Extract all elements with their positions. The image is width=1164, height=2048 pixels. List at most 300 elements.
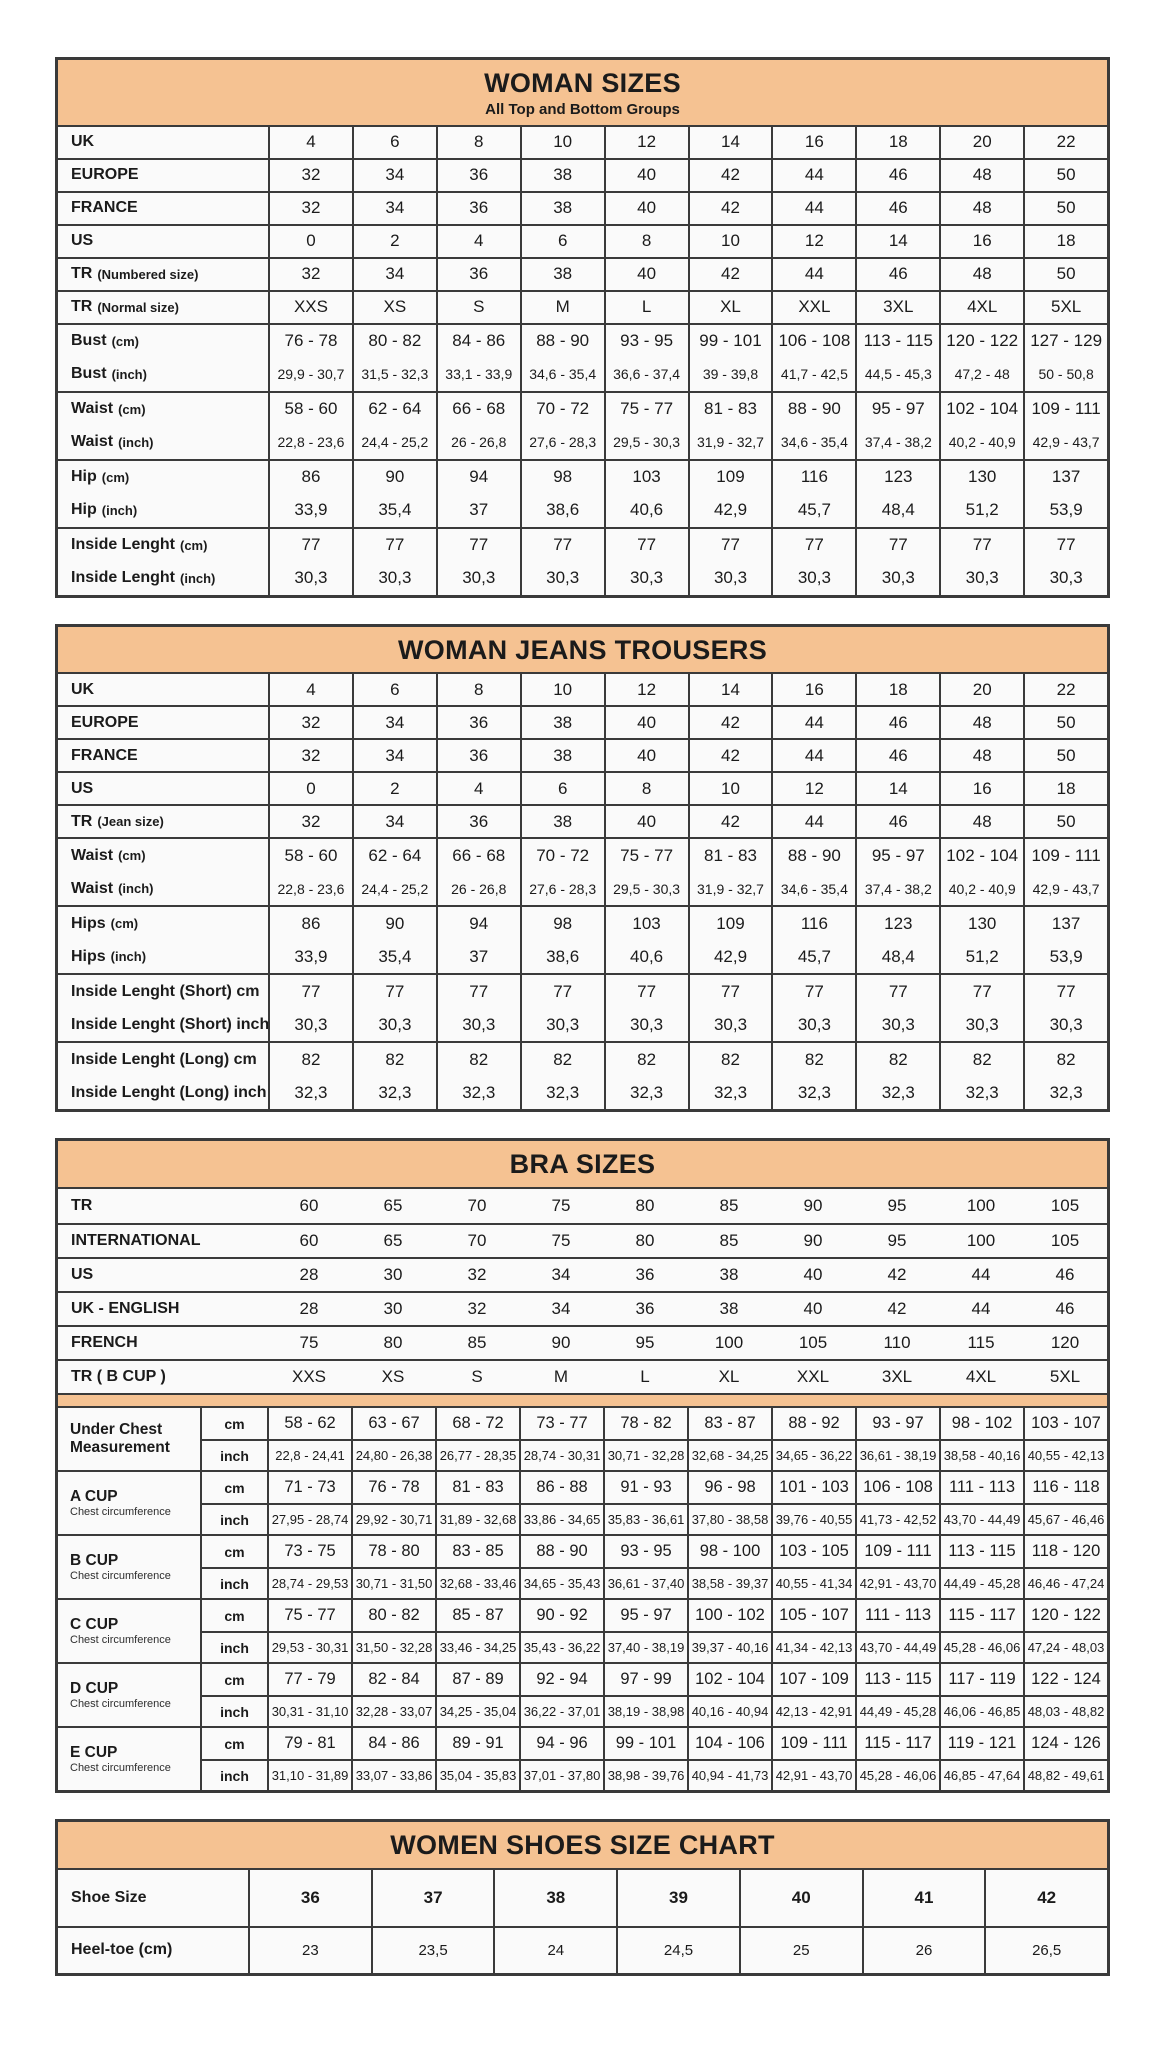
cup-rows (200, 1536, 1107, 1598)
table-row (58, 940, 1107, 973)
row-label-text: US (71, 1266, 94, 1284)
cell-value: 27,95 - 28,74 (267, 1505, 351, 1534)
cell-value: 75 (299, 1333, 319, 1353)
cup-sublabel-text: Chest circumference (70, 1698, 171, 1711)
row-label (58, 1361, 267, 1393)
cell-value: 53,9 (1023, 494, 1107, 527)
table-row (58, 358, 1107, 391)
row-label-text: Shoe Size (71, 1888, 147, 1906)
cell-value: 23,5 (371, 1928, 494, 1973)
cell-value: 36 (436, 259, 520, 290)
row-label-text: TR (71, 1197, 93, 1215)
cell-value: 12 (771, 773, 855, 804)
cell-value: 46 (1055, 1265, 1075, 1285)
row-label (58, 1870, 248, 1926)
row-label-note: (cm) (118, 401, 146, 417)
cell-value: 12 (771, 226, 855, 257)
cell-value: 77 (855, 529, 939, 562)
cell-value: 40 (803, 1265, 823, 1285)
row-label-text: EUROPE (71, 713, 139, 731)
row-label (58, 773, 268, 804)
table-row (58, 1928, 1107, 1973)
cell-value: 10 (520, 674, 604, 705)
row-label-text: Inside Lenght (Long) cm (71, 1050, 257, 1068)
cell-value: 28 (299, 1299, 319, 1319)
row-group (58, 837, 1107, 905)
cell-value: 84 - 86 (436, 325, 520, 358)
cell-value: 38 (520, 806, 604, 837)
row-group (58, 257, 1107, 290)
cup-label-text: Under Chest Measurement (70, 1421, 170, 1457)
cell-value: 14 (855, 226, 939, 257)
cell-value: 105 (1050, 1196, 1080, 1216)
cell-value: 46 (855, 193, 939, 224)
row-label (58, 292, 268, 323)
cell-value: 75 - 77 (604, 839, 688, 872)
row-label-note: (inch) (118, 881, 154, 897)
cell-value: 30,3 (436, 562, 520, 595)
cell-value: 20 (939, 127, 1023, 158)
row-label-text: UK - ENGLISH (71, 1300, 180, 1318)
cell-value: 32 (268, 740, 352, 771)
row-label-note: (cm) (180, 537, 208, 553)
cell-value: 95 - 97 (855, 393, 939, 426)
cell-value: 32,68 - 33,46 (435, 1569, 519, 1598)
cell-value: 14 (855, 773, 939, 804)
cell-value: 77 (520, 529, 604, 562)
cell-value: 77 (939, 975, 1023, 1008)
cell-value: 99 - 101 (688, 325, 772, 358)
table-row (58, 839, 1107, 872)
row-label-text: Waist (71, 400, 114, 418)
cup-label-text: A CUP (70, 1487, 118, 1505)
row-group (58, 1041, 1107, 1109)
cell-value: 30,3 (1023, 562, 1107, 595)
row-label-text: UK (71, 680, 95, 698)
table-row (58, 674, 1107, 705)
cell-value: 36 (436, 740, 520, 771)
row-label-note: (cm) (101, 469, 130, 485)
cell-value: 24,4 - 25,2 (352, 872, 436, 905)
unit-label: inch (200, 1697, 267, 1726)
cell-value: 36,61 - 37,40 (603, 1569, 687, 1598)
cell-value: 32,3 (939, 1076, 1023, 1109)
cell-value: 33,9 (268, 494, 352, 527)
cell-value: 34,6 - 35,4 (771, 872, 855, 905)
cup-label-text: C CUP (70, 1615, 119, 1633)
cell-value: 35,4 (352, 940, 436, 973)
cell-value: 24,5 (616, 1928, 739, 1973)
cell-value: 46 (855, 707, 939, 738)
cell-value: 98 (520, 907, 604, 940)
bra-sizes-header (58, 1141, 1107, 1189)
cell-value: 84 - 86 (351, 1728, 435, 1759)
cell-value: 32 (268, 193, 352, 224)
cell-value: 116 (771, 461, 855, 494)
cell-value: 66 - 68 (436, 839, 520, 872)
cell-value: 40,2 - 40,9 (939, 426, 1023, 459)
row-label (58, 1008, 268, 1041)
cell-value: 42 (688, 740, 772, 771)
cell-value: 48 (939, 707, 1023, 738)
cell-value: 43,70 - 44,49 (855, 1633, 939, 1662)
cup-label-text: D CUP (70, 1679, 119, 1697)
row-label (58, 975, 268, 1008)
cell-value: 39,76 - 40,55 (771, 1505, 855, 1534)
cell-value: 48,4 (855, 940, 939, 973)
cell-value: 38 (520, 259, 604, 290)
row-label (58, 529, 268, 562)
unit-label: cm (200, 1472, 267, 1503)
cell-value: 44 (771, 160, 855, 191)
cell-value: 48 (939, 740, 1023, 771)
cup-label-text: B CUP (70, 1551, 119, 1569)
cell-value: 95 - 97 (603, 1600, 687, 1631)
cell-value: 30,3 (1023, 1008, 1107, 1041)
cell-value: 35,04 - 35,83 (435, 1761, 519, 1790)
cell-value: 30,3 (268, 562, 352, 595)
cell-value: 44,49 - 45,28 (855, 1697, 939, 1726)
table-row (200, 1439, 1107, 1470)
cell-value: 37,01 - 37,80 (519, 1761, 603, 1790)
cell-value: 37,80 - 38,58 (687, 1505, 771, 1534)
cell-value: 36 (635, 1299, 655, 1319)
cell-value: 30 (383, 1299, 403, 1319)
cell-value: 124 - 126 (1023, 1728, 1107, 1759)
unit-label: cm (200, 1536, 267, 1567)
row-label (58, 562, 268, 595)
row-group (58, 771, 1107, 804)
cell-value: 32,3 (436, 1076, 520, 1109)
cell-value: 115 - 117 (855, 1728, 939, 1759)
woman-sizes-header (58, 60, 1107, 127)
cell-value: 46,06 - 46,85 (939, 1697, 1023, 1726)
cell-value: 33,9 (268, 940, 352, 973)
cell-value: 118 - 120 (1023, 1536, 1107, 1567)
row-label (58, 1327, 267, 1359)
cell-value: 81 - 83 (435, 1472, 519, 1503)
cell-value: 50 (1023, 707, 1107, 738)
cell-value: 85 (719, 1231, 739, 1251)
cup-sublabel-text: Chest circumference (70, 1506, 171, 1519)
cell-value: 89 - 91 (435, 1728, 519, 1759)
cell-value: 12 (604, 127, 688, 158)
cell-value: 32,28 - 33,07 (351, 1697, 435, 1726)
cell-value: 39 (616, 1870, 739, 1926)
row-group (58, 323, 1107, 391)
cup-rows (200, 1408, 1107, 1470)
cell-value: 8 (436, 674, 520, 705)
table-row (200, 1600, 1107, 1631)
cell-value: 123 (855, 907, 939, 940)
cell-value: 71 - 73 (267, 1472, 351, 1503)
table-body (58, 674, 1107, 1109)
cell-value: 31,89 - 32,68 (435, 1505, 519, 1534)
row-label-text: Hip (71, 468, 97, 486)
table-row (58, 1325, 1107, 1359)
cell-value: 77 (604, 975, 688, 1008)
row-group (58, 391, 1107, 459)
cell-value: 109 (688, 461, 772, 494)
cell-value: 38,6 (520, 940, 604, 973)
cell-value: 42 (688, 160, 772, 191)
cell-value: 60 (299, 1231, 319, 1251)
cell-value: 45,7 (771, 494, 855, 527)
cell-value: 44 (771, 707, 855, 738)
cell-value: 30,3 (604, 1008, 688, 1041)
cell-value: 45,7 (771, 940, 855, 973)
cell-value: 77 (268, 529, 352, 562)
row-label (58, 1225, 267, 1257)
cell-value: 68 - 72 (435, 1408, 519, 1439)
row-label (58, 740, 268, 771)
row-label-note: (Numbered size) (97, 266, 199, 282)
cell-value: 110 (883, 1333, 911, 1353)
cell-value: 40,2 - 40,9 (939, 872, 1023, 905)
table-row (200, 1664, 1107, 1695)
row-label (58, 127, 268, 158)
cell-value: 77 (436, 529, 520, 562)
cell-value: 111 - 113 (855, 1600, 939, 1631)
cell-value: XXL (796, 1367, 830, 1387)
cell-value: 53,9 (1023, 940, 1107, 973)
table-row (58, 1870, 1107, 1926)
cell-value: 42,91 - 43,70 (855, 1569, 939, 1598)
cell-value: 32 (467, 1299, 487, 1319)
cell-value: 40,94 - 41,73 (687, 1761, 771, 1790)
cell-value: 119 - 121 (939, 1728, 1023, 1759)
cell-value: 2 (352, 226, 436, 257)
row-label (58, 674, 268, 705)
unit-label: inch (200, 1633, 267, 1662)
table-row (58, 907, 1107, 940)
cell-value: 37,4 - 38,2 (855, 426, 939, 459)
cell-value: 86 - 88 (519, 1472, 603, 1503)
cell-value: 10 (688, 226, 772, 257)
cell-value: 82 (771, 1043, 855, 1076)
cup-rows (200, 1728, 1107, 1790)
table-subtitle: All Top and Bottom Groups (485, 100, 680, 118)
table-title: BRA SIZES (509, 1149, 656, 1180)
cell-value: 38,6 (520, 494, 604, 527)
cell-value: 82 (268, 1043, 352, 1076)
table-row (58, 1359, 1107, 1393)
cell-value: 32,3 (352, 1076, 436, 1109)
cell-value: 80 - 82 (352, 325, 436, 358)
cell-value: 82 - 84 (351, 1664, 435, 1695)
cell-value: 4XL (939, 292, 1023, 323)
row-label-note: (inch) (110, 949, 147, 965)
cell-value: 120 - 122 (939, 325, 1023, 358)
cell-value: 34 (352, 259, 436, 290)
cell-value: 4 (268, 674, 352, 705)
cell-value: 102 - 104 (687, 1664, 771, 1695)
cell-value: 18 (1023, 773, 1107, 804)
cell-value: 50 (1023, 740, 1107, 771)
table-body (58, 1870, 1107, 1973)
cell-value: 81 - 83 (688, 393, 772, 426)
cell-value: 83 - 87 (687, 1408, 771, 1439)
unit-label: inch (200, 1569, 267, 1598)
row-group (58, 738, 1107, 771)
cell-value: 82 (855, 1043, 939, 1076)
cell-value: 26,77 - 28,35 (435, 1441, 519, 1470)
cell-value: 22 (1023, 674, 1107, 705)
cell-value: 38 (520, 193, 604, 224)
cell-value: 32 (467, 1265, 487, 1285)
row-label (58, 494, 268, 527)
row-label-text: FRENCH (71, 1334, 138, 1352)
table-row (58, 1189, 1107, 1223)
row-label (58, 1189, 267, 1223)
table-row (200, 1536, 1107, 1567)
cell-value: 94 (436, 907, 520, 940)
cell-value: 31,5 - 32,3 (352, 358, 436, 391)
cell-value: 33,86 - 34,65 (519, 1505, 603, 1534)
cell-value: 88 - 90 (771, 393, 855, 426)
row-label-text: US (71, 232, 94, 250)
cell-value: 82 (436, 1043, 520, 1076)
cell-value: 27,6 - 28,3 (520, 872, 604, 905)
cell-value: 35,4 (352, 494, 436, 527)
row-label (58, 160, 268, 191)
cell-value: 95 (635, 1333, 655, 1353)
cell-value: 63 - 67 (351, 1408, 435, 1439)
table-row (58, 127, 1107, 158)
cell-value: 32 (268, 160, 352, 191)
cell-value: 75 - 77 (604, 393, 688, 426)
cell-value: 40,16 - 40,94 (687, 1697, 771, 1726)
cell-value: 40 (604, 259, 688, 290)
cell-value: 41 (862, 1870, 985, 1926)
cell-value: 30,3 (771, 562, 855, 595)
cell-value: 93 - 97 (855, 1408, 939, 1439)
cell-value: 42 (887, 1265, 907, 1285)
cell-value: 44 (971, 1299, 991, 1319)
cell-value: 44 (771, 193, 855, 224)
table-row (200, 1759, 1107, 1790)
cell-value: 38 (719, 1265, 739, 1285)
cell-value: 44 (771, 806, 855, 837)
cell-value: 34 (352, 707, 436, 738)
cell-value: 32,3 (1023, 1076, 1107, 1109)
row-label-note: (Jean size) (97, 814, 164, 830)
cup-group (58, 1662, 1107, 1726)
cell-value: 31,9 - 32,7 (688, 872, 772, 905)
cell-value: 28,74 - 29,53 (267, 1569, 351, 1598)
row-label (58, 358, 268, 391)
cell-value: 3XL (855, 292, 939, 323)
cell-value: 45,28 - 46,06 (855, 1761, 939, 1790)
table-row (58, 1043, 1107, 1076)
table-title: WOMAN JEANS TROUSERS (397, 634, 768, 665)
cell-value: 42,9 (688, 940, 772, 973)
cell-value: 107 - 109 (771, 1664, 855, 1695)
cell-value: 30,3 (268, 1008, 352, 1041)
table-row (58, 160, 1107, 191)
cell-value: 28,74 - 30,31 (519, 1441, 603, 1470)
cell-value: 100 (966, 1231, 996, 1251)
cell-value: 42 (887, 1299, 907, 1319)
cell-value: 42,91 - 43,70 (771, 1761, 855, 1790)
cell-value: 77 (1023, 529, 1107, 562)
cell-value: 34,65 - 35,43 (519, 1569, 603, 1598)
cell-value: 29,5 - 30,3 (604, 872, 688, 905)
cell-value: 41,34 - 42,13 (771, 1633, 855, 1662)
cell-value: 82 (604, 1043, 688, 1076)
cell-value: 37,40 - 38,19 (603, 1633, 687, 1662)
cup-label (58, 1536, 200, 1598)
cell-value: 103 (604, 907, 688, 940)
cell-value: 26 (862, 1928, 985, 1973)
cell-value: 82 (1023, 1043, 1107, 1076)
cell-value: 58 - 60 (268, 839, 352, 872)
cell-value: 42 (688, 806, 772, 837)
cell-value: 94 (436, 461, 520, 494)
cell-value: 104 - 106 (687, 1728, 771, 1759)
cell-value: 109 - 111 (1023, 393, 1107, 426)
cell-value: 22,8 - 23,6 (268, 872, 352, 905)
cell-value: 30,3 (688, 562, 772, 595)
cell-value: 88 - 90 (519, 1536, 603, 1567)
bra-band-conversion-section (58, 1189, 1107, 1393)
cell-value: 78 - 80 (351, 1536, 435, 1567)
cell-value: 25 (739, 1928, 862, 1973)
cell-value: 96 - 98 (687, 1472, 771, 1503)
cup-rows (200, 1664, 1107, 1726)
row-label-text: TR ( B CUP ) (71, 1368, 166, 1386)
table-row (58, 740, 1107, 771)
cell-value: 50 (1023, 160, 1107, 191)
row-label (58, 940, 268, 973)
cell-value: 116 - 118 (1023, 1472, 1107, 1503)
cell-value: 117 - 119 (939, 1664, 1023, 1695)
cell-value: 12 (604, 674, 688, 705)
cell-value: 103 - 107 (1023, 1408, 1107, 1439)
cell-value: S (436, 292, 520, 323)
cell-value: 73 - 77 (519, 1408, 603, 1439)
cell-value: 105 (798, 1333, 828, 1353)
row-label-text: Waist (71, 879, 114, 897)
cell-value: 48 (939, 160, 1023, 191)
cell-value: 34 (352, 193, 436, 224)
cell-value: 42 (984, 1870, 1107, 1926)
row-label-text: Hips (71, 947, 106, 965)
cell-value: 40 (604, 806, 688, 837)
row-group (58, 158, 1107, 191)
cell-value: L (604, 292, 688, 323)
cell-value: 18 (1023, 226, 1107, 257)
cell-value: 27,6 - 28,3 (520, 426, 604, 459)
cell-value: 30,3 (855, 562, 939, 595)
cell-value: L (640, 1367, 650, 1387)
cell-value: 30,3 (520, 1008, 604, 1041)
cell-value: 80 - 82 (351, 1600, 435, 1631)
cell-value: 85 (719, 1196, 739, 1216)
cup-group (58, 1470, 1107, 1534)
cell-value: 42 (688, 193, 772, 224)
cell-value: 113 - 115 (855, 325, 939, 358)
row-label-text: Inside Lenght (Short) cm (71, 982, 260, 1000)
cell-value: 26 - 26,8 (436, 426, 520, 459)
cell-value: 113 - 115 (855, 1664, 939, 1695)
cell-value: 98 - 100 (687, 1536, 771, 1567)
cell-value: 82 (688, 1043, 772, 1076)
row-group (58, 290, 1107, 323)
table-row (200, 1472, 1107, 1503)
cell-value: 30,3 (939, 1008, 1023, 1041)
cell-value: 4 (436, 773, 520, 804)
